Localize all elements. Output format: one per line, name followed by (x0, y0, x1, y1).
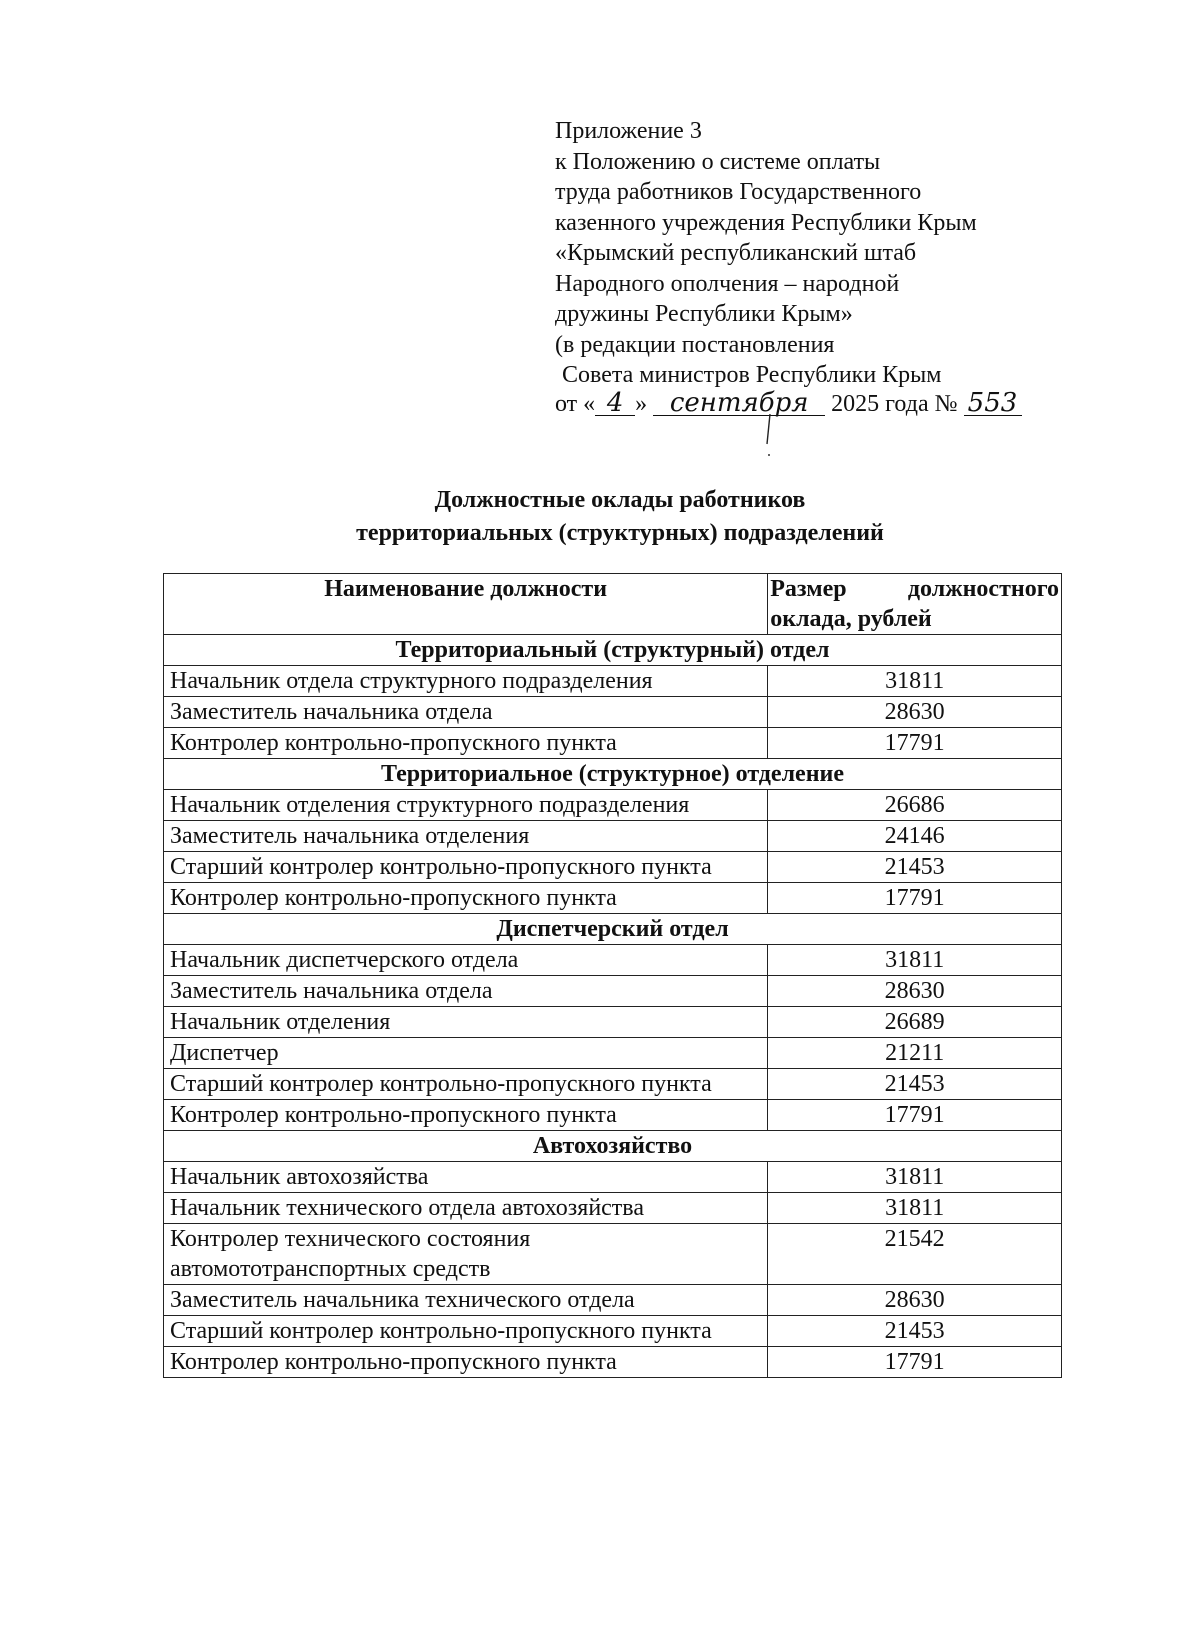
position-cell: Начальник автохозяйства (164, 1162, 768, 1193)
table-row (164, 790, 1062, 821)
position-cell: Начальник отдела структурного подразделения (164, 666, 768, 697)
salary-cell: 17791 (768, 728, 1062, 759)
handwritten-day: 4 (595, 391, 635, 416)
table-row (164, 945, 1062, 976)
salary-cell: 21542 (768, 1224, 1062, 1285)
salary-cell: 31811 (768, 945, 1062, 976)
salary-cell: 28630 (768, 1285, 1062, 1316)
title-line-1: Должностные оклады работников (434, 487, 806, 513)
section-row (164, 1131, 1062, 1162)
table-row (164, 1069, 1062, 1100)
year-text: 2025 года № (831, 391, 958, 417)
table-row (164, 1224, 1062, 1285)
position-cell: Старший контролер контрольно-пропускного пункта (164, 1316, 768, 1347)
handwritten-month: сентября (653, 391, 825, 416)
handwritten-number: 553 (964, 391, 1022, 416)
position-cell: Заместитель начальника отделения (164, 821, 768, 852)
position-cell: Контролер контрольно-пропускного пункта (164, 1347, 768, 1378)
annex-line: Совета министров Республики Крым (562, 362, 942, 388)
salary-table (163, 573, 1062, 1378)
date-mid: » (635, 391, 648, 417)
position-cell: Начальник отделения структурного подразделения (164, 790, 768, 821)
section-title: Автохозяйство (164, 1131, 1062, 1162)
position-cell: Контролер технического состояния автомототранспортных средств (164, 1224, 768, 1285)
annex-heading (555, 116, 1075, 391)
position-cell: Заместитель начальника отдела (164, 976, 768, 1007)
salary-cell: 26689 (768, 1007, 1062, 1038)
annex-line: Приложение 3 (555, 118, 702, 144)
date-prefix: от « (555, 391, 596, 417)
annex-line: (в редакции постановления (555, 331, 835, 358)
table-row (164, 976, 1062, 1007)
table-row (164, 1347, 1062, 1378)
annex-line: дружины Республики Крым» (555, 301, 853, 327)
position-cell: Начальник диспетчерского отдела (164, 945, 768, 976)
section-title: Территориальное (структурное) отделение (164, 759, 1062, 790)
pen-stroke-mark (756, 414, 786, 458)
header-salary-line-1: Размер должностного (770, 576, 1059, 602)
table-row (164, 1285, 1062, 1316)
section-row (164, 759, 1062, 790)
salary-cell: 31811 (768, 1193, 1062, 1224)
salary-cell: 31811 (768, 1162, 1062, 1193)
section-row (164, 635, 1062, 666)
table-row (164, 1162, 1062, 1193)
position-cell: Старший контролер контрольно-пропускного пункта (164, 1069, 768, 1100)
salary-cell: 26686 (768, 790, 1062, 821)
position-cell: Диспетчер (164, 1038, 768, 1069)
section-title: Территориальный (структурный) отдел (164, 635, 1062, 666)
salary-cell: 21453 (768, 1316, 1062, 1347)
header-position-name: Наименование должности (164, 574, 768, 635)
header-salary-line-2: оклада, рублей (770, 606, 932, 632)
table-row (164, 883, 1062, 914)
table-row (164, 666, 1062, 697)
table-row (164, 1007, 1062, 1038)
salary-cell: 17791 (768, 1100, 1062, 1131)
table-row (164, 821, 1062, 852)
salary-cell: 31811 (768, 666, 1062, 697)
annex-line: к Положению о системе оплаты (555, 148, 881, 175)
salary-cell: 24146 (768, 821, 1062, 852)
position-cell: Контролер контрольно-пропускного пункта (164, 883, 768, 914)
table-row (164, 1316, 1062, 1347)
salary-cell: 28630 (768, 697, 1062, 728)
table-row (164, 852, 1062, 883)
position-cell: Заместитель начальника отдела (164, 697, 768, 728)
salary-cell: 21453 (768, 852, 1062, 883)
table-row (164, 1100, 1062, 1131)
position-cell: Начальник отделения (164, 1007, 768, 1038)
title-line-2: территориальных (структурных) подразделений (356, 520, 884, 546)
section-title: Диспетчерский отдел (164, 914, 1062, 945)
salary-cell: 28630 (768, 976, 1062, 1007)
table-row (164, 1193, 1062, 1224)
section-row (164, 914, 1062, 945)
position-cell: Контролер контрольно-пропускного пункта (164, 1100, 768, 1131)
position-cell: Заместитель начальника технического отдела (164, 1285, 768, 1316)
header-salary (768, 574, 1062, 635)
salary-cell: 21211 (768, 1038, 1062, 1069)
annex-line: Народного ополчения – народной (555, 270, 900, 297)
table-header-row (164, 574, 1062, 635)
table-row (164, 1038, 1062, 1069)
position-cell: Старший контролер контрольно-пропускного пункта (164, 852, 768, 883)
table-row (164, 697, 1062, 728)
salary-cell: 17791 (768, 883, 1062, 914)
annex-line: казенного учреждения Республики Крым (555, 209, 977, 236)
position-cell: Контролер контрольно-пропускного пункта (164, 728, 768, 759)
salary-cell: 17791 (768, 1347, 1062, 1378)
salary-cell: 21453 (768, 1069, 1062, 1100)
document-title (160, 484, 1080, 550)
annex-line: труда работников Государственного (555, 179, 922, 205)
resolution-date-line (555, 388, 1022, 418)
position-cell: Начальник технического отдела автохозяйства (164, 1193, 768, 1224)
table-row (164, 728, 1062, 759)
annex-line: «Крымский республиканский штаб (555, 240, 917, 266)
